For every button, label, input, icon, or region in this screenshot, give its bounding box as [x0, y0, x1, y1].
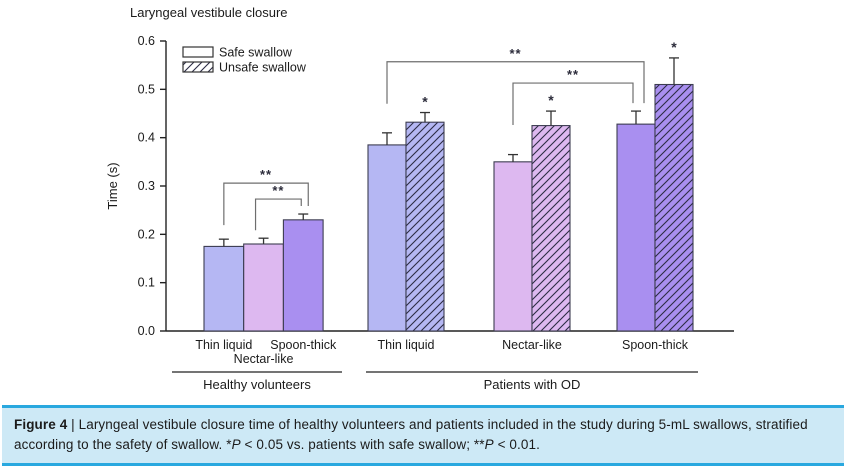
significance-bracket-label: ** [259, 167, 273, 183]
y-tick-label: 0.6 [137, 34, 155, 48]
y-axis-label: Time (s) [105, 162, 120, 210]
y-tick-label: 0.1 [137, 275, 155, 290]
significance-star: * [548, 92, 554, 109]
legend-swatch-safe [183, 47, 213, 57]
legend-label: Safe swallow [219, 45, 292, 60]
y-tick-label: 0.0 [137, 324, 155, 338]
caption-segment: P [231, 436, 241, 452]
x-category-label: Spoon-thick [621, 338, 689, 352]
x-category-label: Spoon-thick [270, 338, 337, 352]
caption-segment: P [484, 436, 494, 452]
y-tick-label: 0.4 [137, 130, 155, 145]
bar-unsafe-thin-liquid [406, 122, 444, 331]
bar-safe-thin-liquid [368, 145, 406, 331]
significance-bracket [513, 83, 633, 125]
x-category-label: Nectar-like [502, 338, 562, 352]
significance-bracket [224, 183, 308, 225]
significance-star: * [671, 38, 677, 55]
bar-unsafe-nectar-like [532, 126, 570, 331]
x-category-label: Nectar-like [233, 352, 294, 366]
y-tick-label: 0.5 [137, 82, 155, 97]
group-label: Patients with OD [483, 377, 581, 392]
x-category-label: Thin liquid [195, 338, 253, 352]
caption-segment: < 0.01. [493, 436, 540, 452]
bar-safe-thin-liquid [204, 246, 244, 331]
bar-safe-nectar-like [244, 244, 284, 331]
bar-safe-nectar-like [494, 162, 532, 331]
caption-segment: < 0.05 vs. patients with safe swallow; ** [240, 436, 485, 452]
group-label: Healthy volunteers [203, 377, 311, 392]
significance-bracket-label: ** [509, 45, 522, 61]
y-tick-label: 0.3 [137, 179, 155, 193]
caption-segment: Laryngeal vestibule closure time of healthy volunteers and patients included in the study during 5-mL swallows, stratified according to the safety of swallow. * [14, 417, 808, 452]
caption-segment: | [67, 417, 79, 432]
significance-star: * [422, 93, 428, 110]
significance-bracket-label: ** [272, 183, 285, 199]
chart-title: Laryngeal vestibule closure [130, 5, 288, 20]
significance-bracket-label: ** [566, 67, 580, 83]
caption-segment: Figure 4 [14, 417, 68, 432]
figure-caption [2, 405, 844, 466]
x-category-label: Thin liquid [377, 338, 435, 352]
y-tick-label: 0.2 [137, 227, 155, 242]
legend-label: Unsafe swallow [219, 60, 306, 75]
legend-swatch-unsafe [183, 62, 213, 72]
bar-unsafe-spoon-thick [655, 85, 693, 332]
bar-safe-spoon-thick [283, 220, 323, 331]
bar-safe-spoon-thick [617, 124, 655, 331]
